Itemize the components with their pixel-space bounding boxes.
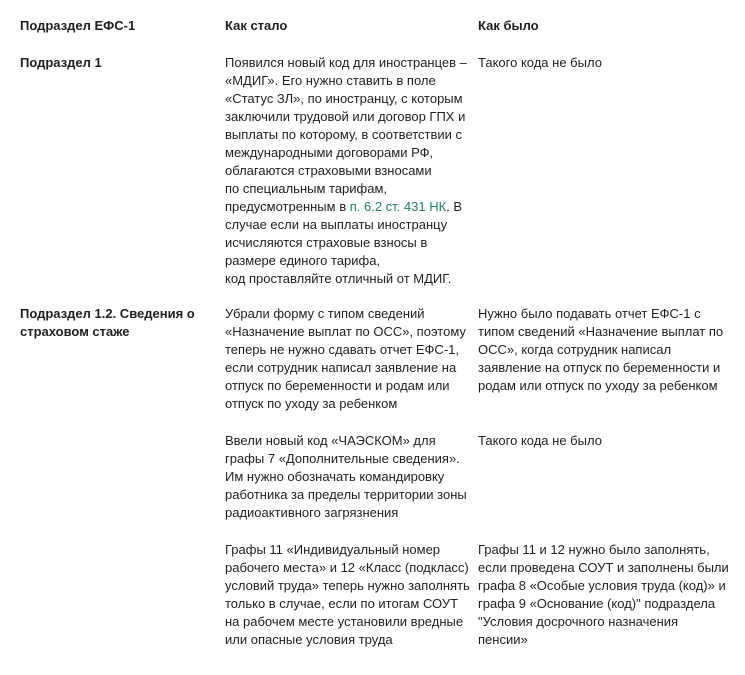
row4-now-line: рабочего места» и 12 «Класс (подкласс): [225, 560, 469, 575]
row2-now-line: теперь не нужно сдавать отчет ЕФС-1,: [225, 342, 459, 357]
row1-now-line: Появился новый код для иностранцев –: [225, 55, 467, 70]
row2-was: [478, 305, 733, 395]
row1-now-line: размере единого тарифа,: [225, 253, 381, 268]
nk-article-link[interactable]: п. 6.2 ст. 431 НК: [349, 199, 447, 214]
row3-now-line: графы 7 «Дополнительные сведения».: [225, 451, 460, 466]
row4-now-line: условий труда» теперь нужно заполнять: [225, 578, 470, 593]
row4-now-line: на рабочем месте установили вредные: [225, 614, 464, 629]
row3-now-line: радиоактивного загрязнения: [225, 505, 399, 520]
row1-was: [478, 54, 733, 72]
row3-now-line: Ввели новый код «ЧАЭСКОМ» для: [225, 433, 436, 448]
row2-section-line: страховом стаже: [20, 324, 130, 339]
row1-now-line: облагаются страховыми взносами: [225, 163, 432, 178]
link-suffix: . В: [446, 199, 463, 214]
row2-now-line: Убрали форму с типом сведений: [225, 306, 425, 321]
row4-was-line: если проведена СОУТ и заполнены были: [478, 560, 729, 575]
link-prefix: предусмотренным в: [225, 199, 350, 214]
row3-was: [478, 432, 733, 450]
row2-was-line: типом сведений «Назначение выплат по: [478, 324, 724, 339]
header-section: Подраздел ЕФС-1: [20, 18, 136, 33]
row2-section: [20, 305, 210, 341]
row1-now-line: международными договорами РФ,: [225, 145, 434, 160]
row2-now-line: отпуск по беременности и родам или: [225, 378, 450, 393]
row4-now: [225, 541, 470, 649]
row3-was-line: Такого кода не было: [478, 433, 602, 448]
row4-was-line: графа 9 «Основание (код)" подраздела: [478, 596, 716, 611]
row2-was-line: заявление на отпуск по беременности и: [478, 360, 721, 375]
row2-was-line: родам или отпуск по уходу за ребенком: [478, 378, 718, 393]
header-now: Как стало: [225, 18, 288, 33]
row2-now-line: если сотрудник написал заявление на: [225, 360, 457, 375]
row1-now-line: по специальным тарифам,: [225, 181, 388, 196]
row1-now: [225, 54, 465, 288]
row2-was-line: ОСС», когда сотрудник написал: [478, 342, 672, 357]
row2-was-line: Нужно было подавать отчет ЕФС-1 с: [478, 306, 701, 321]
row4-now-line: только в случае, если по итогам СОУТ: [225, 596, 459, 611]
row4-was-line: графа 8 «Особые условия труда (код)» и: [478, 578, 726, 593]
row3-now: [225, 432, 465, 522]
row3-now-line: работника за пределы территории зоны: [225, 487, 467, 502]
row4-now-line: или опасные условия труда: [225, 632, 393, 647]
row4-was-line: пенсии»: [478, 632, 528, 647]
row2-now-line: «Назначение выплат по ОСС», поэтому: [225, 324, 466, 339]
row1-section: [20, 54, 210, 72]
row1-now-line: «Статус ЗЛ», по иностранцу, с которым: [225, 91, 463, 106]
header-was: Как было: [478, 18, 539, 33]
row1-now-line: случае если на выплаты иностранцу: [225, 217, 448, 232]
row3-now-line: Им нужно обозначать командировку: [225, 469, 445, 484]
row4-was-line: Графы 11 и 12 нужно было заполнять,: [478, 542, 710, 557]
row4-was: [478, 541, 733, 649]
row2-now-line: отпуск по уходу за ребенком: [225, 396, 398, 411]
row4-was-line: "Условия досрочного назначения: [478, 614, 679, 629]
row1-now-line: «МДИГ». Его нужно ставить в поле: [225, 73, 436, 88]
row2-section-line: Подраздел 1.2. Сведения о: [20, 306, 195, 321]
row4-now-line: Графы 11 «Индивидуальный номер: [225, 542, 441, 557]
row1-section-line: Подраздел 1: [20, 55, 102, 70]
row2-now: [225, 305, 465, 413]
row1-now-line: заключили трудовой или договор ГПХ и: [225, 109, 466, 124]
row1-now-line: исчисляются страховые взносы в: [225, 235, 428, 250]
row1-now-line: выплаты по которому, в соответствии с: [225, 127, 463, 142]
row1-now-line: код проставляйте отличный от МДИГ.: [225, 271, 452, 286]
row1-was-line: Такого кода не было: [478, 55, 602, 70]
row1-now-link-line: [225, 198, 465, 216]
